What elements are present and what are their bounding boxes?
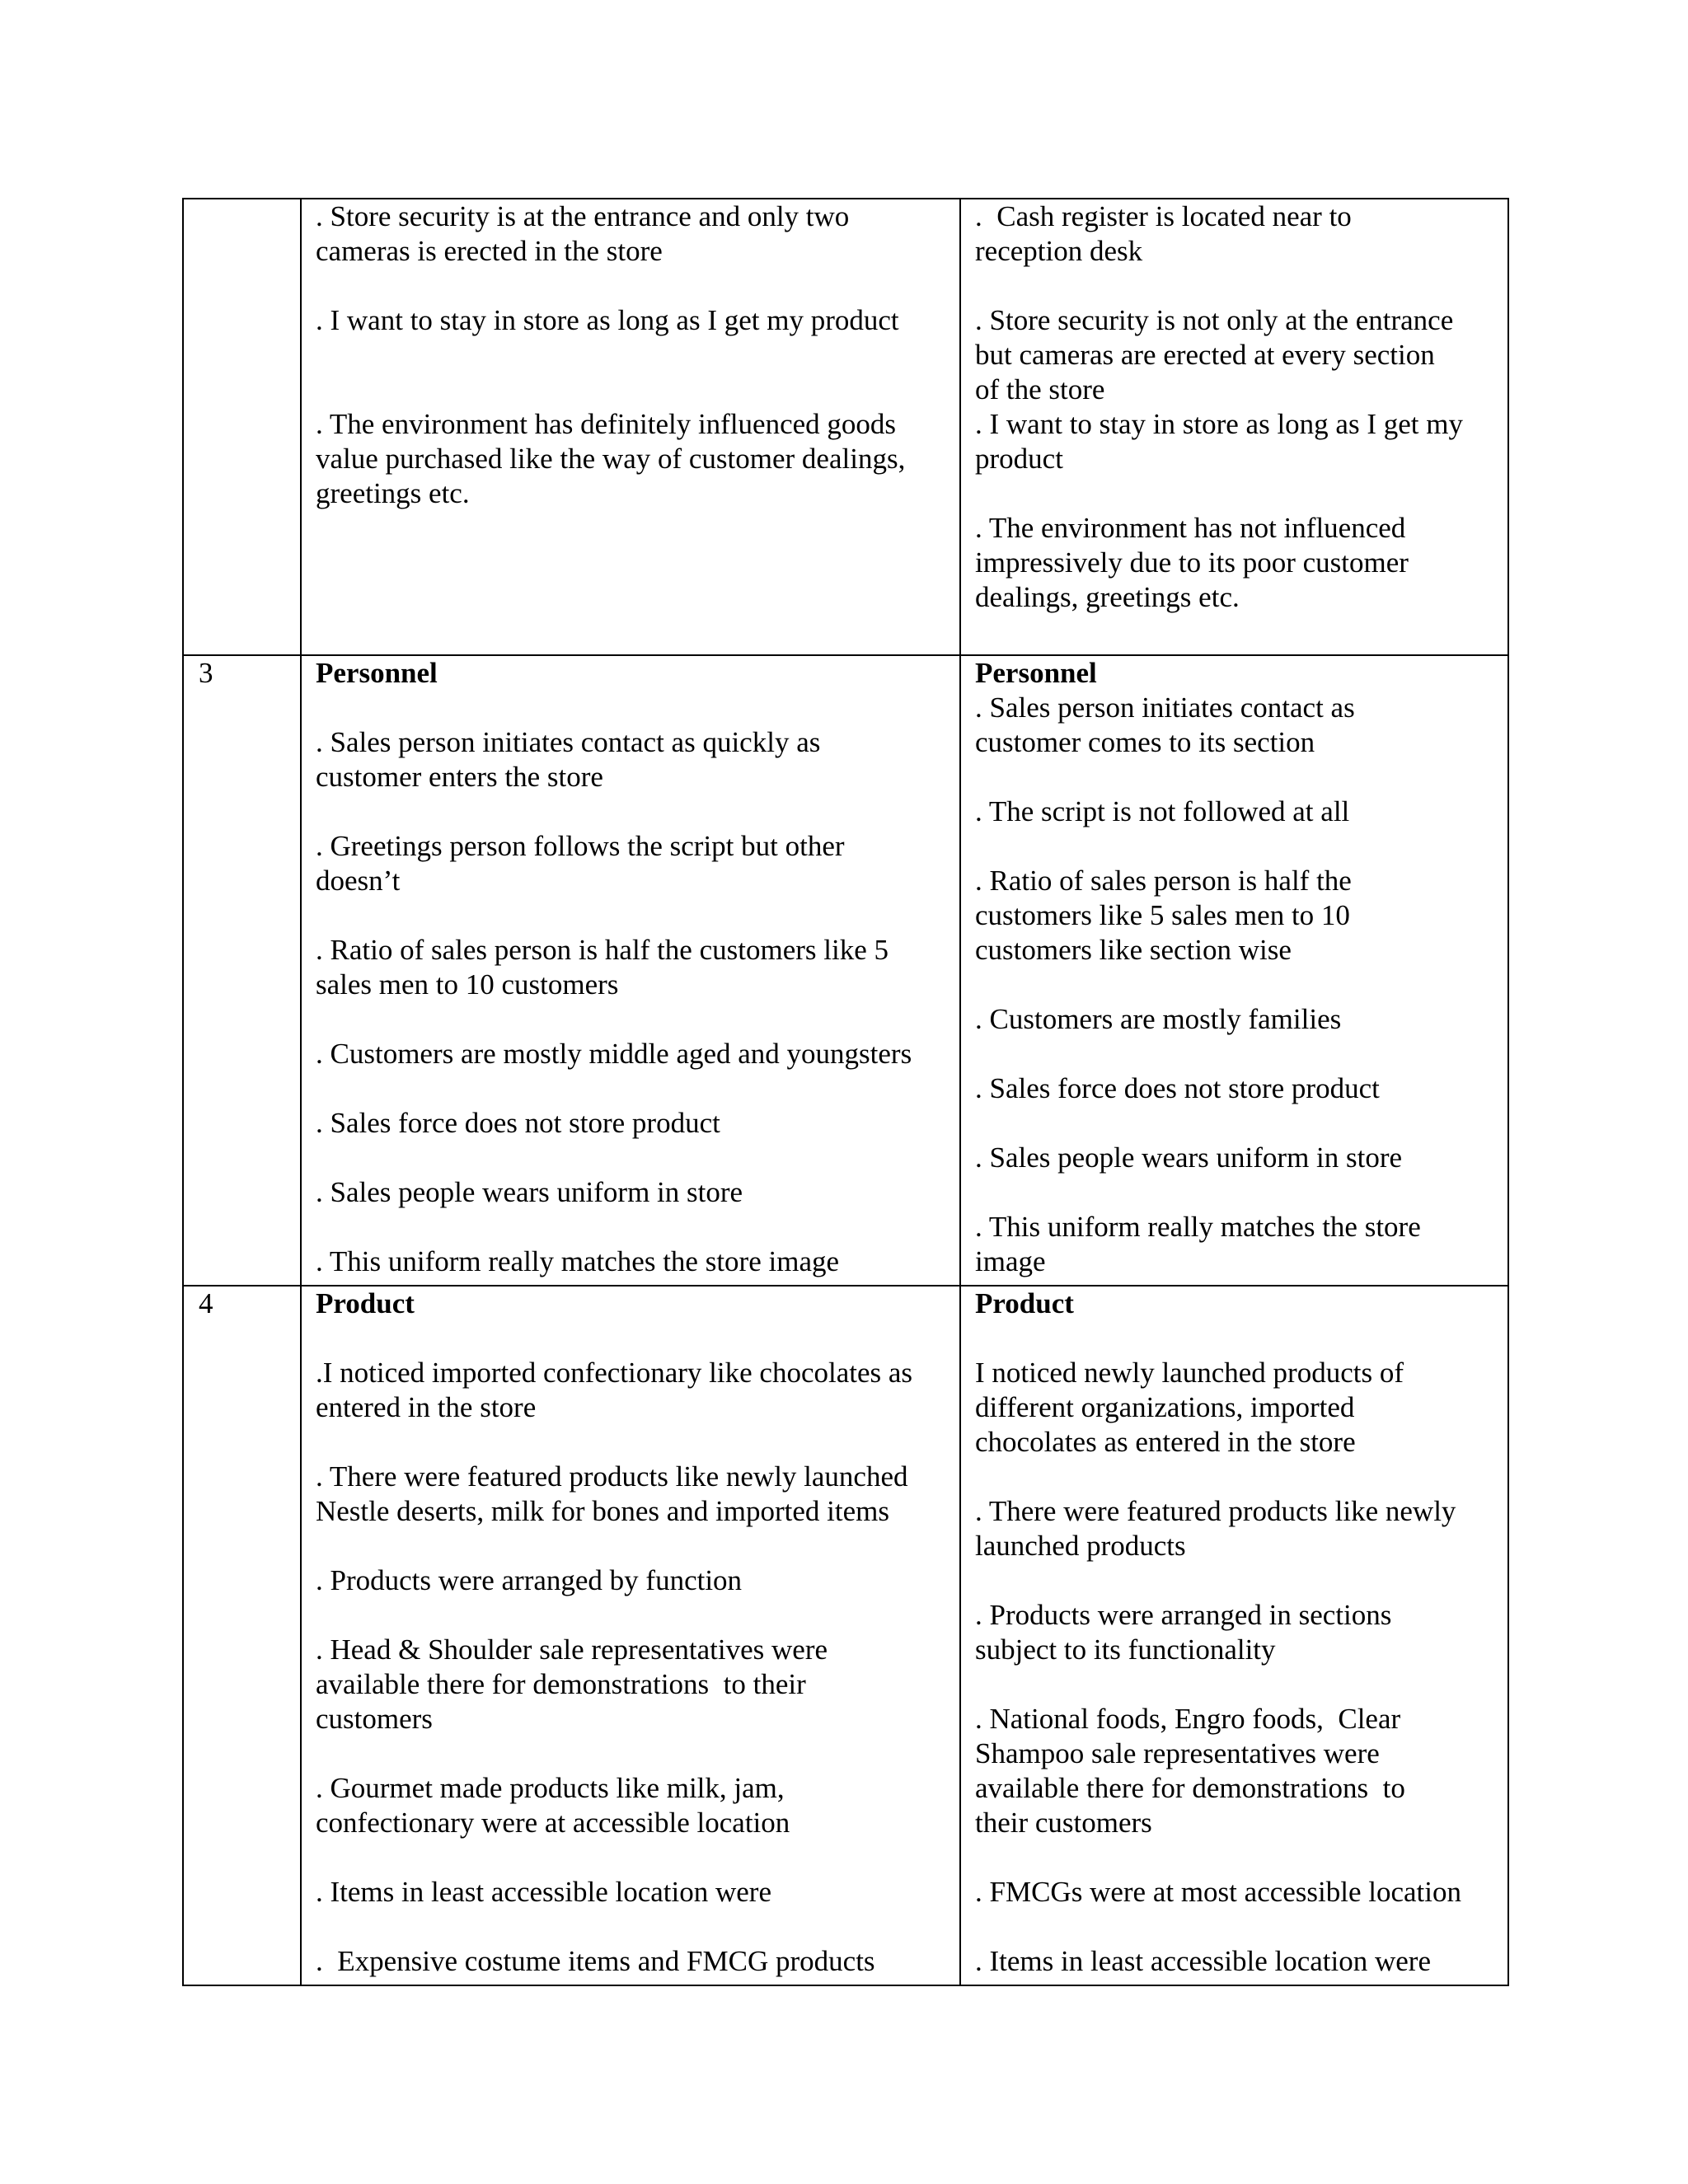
- observation-text: . National foods, Engro foods, Clear Shampoo sale representatives were available there for demonstrations to their customers: [975, 1703, 1405, 1839]
- observation-table: [182, 198, 1509, 1986]
- spacer: [316, 691, 948, 725]
- observation-text: . Items in least accessible location were: [316, 1876, 771, 1908]
- observation-text: . There were featured products like newly launched products: [975, 1495, 1456, 1562]
- observation-text: . This uniform really matches the store image: [316, 1245, 840, 1277]
- spacer: [975, 476, 1496, 511]
- observation-text: . There were featured products like newly launched Nestle deserts, milk for bones and imported items: [316, 1460, 908, 1527]
- observation-text: . Products were arranged by function: [316, 1564, 743, 1596]
- observation-text: . Expensive costume items and FMCG products: [316, 1945, 875, 1977]
- observation-text: . Sales force does not store product: [975, 1072, 1380, 1104]
- spacer: [316, 1321, 948, 1356]
- table-row: [183, 199, 1508, 655]
- observation-text: . The environment has definitely influenced goods value purchased like the way of customer dealings, greetings etc.: [316, 408, 906, 509]
- spacer: [316, 338, 948, 373]
- observation-text: . This uniform really matches the store image: [975, 1211, 1421, 1277]
- spacer: [316, 1840, 948, 1875]
- observation-text: . FMCGs were at most accessible location: [975, 1876, 1462, 1908]
- observation-text: . Sales people wears uniform in store: [975, 1141, 1403, 1174]
- section-heading: Personnel: [316, 657, 438, 689]
- spacer: [316, 794, 948, 829]
- observation-text: . Sales person initiates contact as customer comes to its section: [975, 691, 1355, 758]
- store-a-cell: [301, 199, 960, 655]
- spacer: [975, 968, 1496, 1002]
- store-a-cell: [301, 1286, 960, 1985]
- spacer: [316, 1910, 948, 1944]
- store-b-cell: [960, 655, 1508, 1286]
- spacer: [316, 269, 948, 303]
- row-number-cell: 3: [183, 655, 301, 1286]
- observation-text: . Products were arranged in sections subject to its functionality: [975, 1599, 1392, 1666]
- observation-text: . The script is not followed at all: [975, 795, 1350, 827]
- spacer: [316, 1598, 948, 1633]
- observation-text: .I noticed imported confectionary like chocolates as entered in the store: [316, 1357, 913, 1423]
- observation-text: . Customers are mostly families: [975, 1003, 1342, 1035]
- spacer: [975, 829, 1496, 864]
- spacer: [316, 1002, 948, 1037]
- observation-text: . Store security is at the entrance and only two cameras is erected in the store: [316, 200, 850, 267]
- observation-text: . The environment has not influenced impressively due to its poor customer dealings, greetings etc.: [975, 512, 1409, 613]
- observation-text: . Sales force does not store product: [316, 1107, 720, 1139]
- spacer: [316, 1071, 948, 1106]
- spacer: [975, 1460, 1496, 1494]
- spacer: [316, 1529, 948, 1563]
- observation-text: . Sales person initiates contact as quickly as customer enters the store: [316, 726, 821, 793]
- observation-text: . Ratio of sales person is half the customers like 5 sales men to 10 customers like section wise: [975, 865, 1352, 966]
- spacer: [975, 1563, 1496, 1598]
- section-heading: Product: [316, 1287, 415, 1319]
- store-b-cell: [960, 1286, 1508, 1985]
- spacer: [316, 373, 948, 407]
- observation-text: . Items in least accessible location were: [975, 1945, 1431, 1977]
- observation-text: . Customers are mostly middle aged and youngsters: [316, 1038, 912, 1070]
- spacer: [975, 1175, 1496, 1210]
- store-b-cell: [960, 199, 1508, 655]
- observation-text: . Store security is not only at the entrance but cameras are erected at every section of the store: [975, 304, 1454, 405]
- spacer: [975, 269, 1496, 303]
- observation-text: . Gourmet made products like milk, jam, confectionary were at accessible location: [316, 1772, 790, 1839]
- observation-text: . Head & Shoulder sale representatives were available there for demonstrations to their customers: [316, 1633, 828, 1735]
- row-number-cell: 4: [183, 1286, 301, 1985]
- row-number-cell: [183, 199, 301, 655]
- table-row: [183, 1286, 1508, 1985]
- spacer: [975, 1840, 1496, 1875]
- spacer: [316, 1736, 948, 1771]
- spacer: [975, 1667, 1496, 1702]
- spacer: [316, 1210, 948, 1244]
- table-row: [183, 655, 1508, 1286]
- observation-text: . Ratio of sales person is half the customers like 5 sales men to 10 customers: [316, 934, 889, 1001]
- spacer: [975, 1910, 1496, 1944]
- spacer: [975, 1037, 1496, 1071]
- spacer: [316, 1425, 948, 1460]
- observation-text: . I want to stay in store as long as I get my product: [975, 408, 1463, 475]
- store-a-cell: [301, 655, 960, 1286]
- observation-text: . Cash register is located near to reception desk: [975, 200, 1352, 267]
- spacer: [316, 1141, 948, 1175]
- section-heading: Personnel: [975, 657, 1097, 689]
- observation-text: I noticed newly launched products of different organizations, imported chocolates as entered in the store: [975, 1357, 1404, 1458]
- observation-text: . Greetings person follows the script but other doesn’t: [316, 830, 845, 897]
- observation-text: . Sales people wears uniform in store: [316, 1176, 743, 1208]
- spacer: [975, 1106, 1496, 1141]
- section-heading: Product: [975, 1287, 1074, 1319]
- spacer: [975, 1321, 1496, 1356]
- spacer: [316, 898, 948, 933]
- spacer: [975, 760, 1496, 794]
- observation-text: . I want to stay in store as long as I get my product: [316, 304, 899, 336]
